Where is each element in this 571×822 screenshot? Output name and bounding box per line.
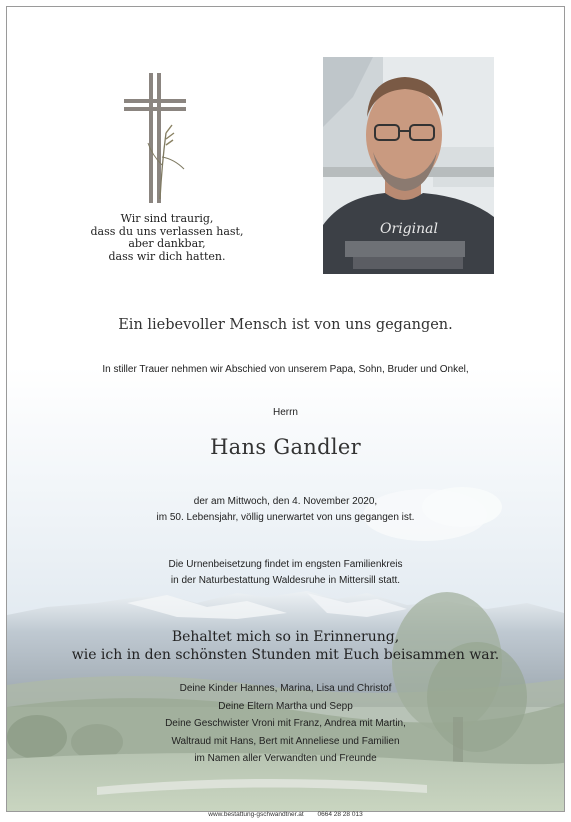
death-notice-line: im 50. Lebensjahr, völlig unerwartet von uns gegangen ist. [156, 512, 415, 523]
footer [0, 811, 571, 818]
cross-icon [122, 73, 188, 203]
death-notice [7, 494, 564, 526]
memory-quote [7, 628, 564, 664]
family-line: Deine Kinder Hannes, Marina, Lisa und Christof [179, 683, 392, 694]
quote-line: dass wir dich hatten. [108, 249, 226, 263]
portrait-illustration [323, 57, 494, 274]
family-list [7, 681, 564, 769]
portrait-photo [323, 57, 494, 274]
intro-text: In stiller Trauer nehmen wir Abschied von unserem Papa, Sohn, Bruder und Onkel, [102, 364, 469, 375]
phone-number: 0664 28 28 013 [317, 811, 363, 818]
burial-notice-line: Die Urnenbeisetzung findet im engsten Familienkreis [168, 559, 403, 570]
salutation: Herrn [272, 407, 298, 418]
quote-line: dass du uns verlassen hast, [90, 224, 244, 238]
deceased-name: Hans Gandler [210, 435, 361, 459]
family-line: Waltraud mit Hans, Bert mit Anneliese und Familien [171, 735, 400, 747]
family-line: im Namen aller Verwandten und Freunde [194, 753, 377, 764]
obituary-card [6, 6, 565, 812]
family-line: Deine Eltern Martha und Sepp [218, 700, 353, 712]
shirt-text: Original [380, 221, 438, 237]
memory-line: Behaltet mich so in Erinnerung, [171, 629, 400, 645]
memory-line: wie ich in den schönsten Stunden mit Euch beisammen war. [71, 647, 500, 663]
family-line: Deine Geschwister Vroni mit Franz, Andrea mit Martin, [165, 718, 406, 729]
quote-line: Wir sind traurig, [120, 212, 214, 225]
death-notice-line: der am Mittwoch, den 4. November 2020, [193, 496, 378, 507]
burial-notice-line: in der Naturbestattung Waldesruhe in Mittersill statt. [170, 575, 401, 586]
website-link[interactable]: www.bestattung-gschwandtner.at [208, 811, 304, 818]
quote-text [47, 213, 287, 263]
burial-notice [7, 557, 564, 589]
headline: Ein liebevoller Mensch ist von uns gegangen. [118, 317, 453, 333]
quote-line: aber dankbar, [128, 237, 206, 250]
